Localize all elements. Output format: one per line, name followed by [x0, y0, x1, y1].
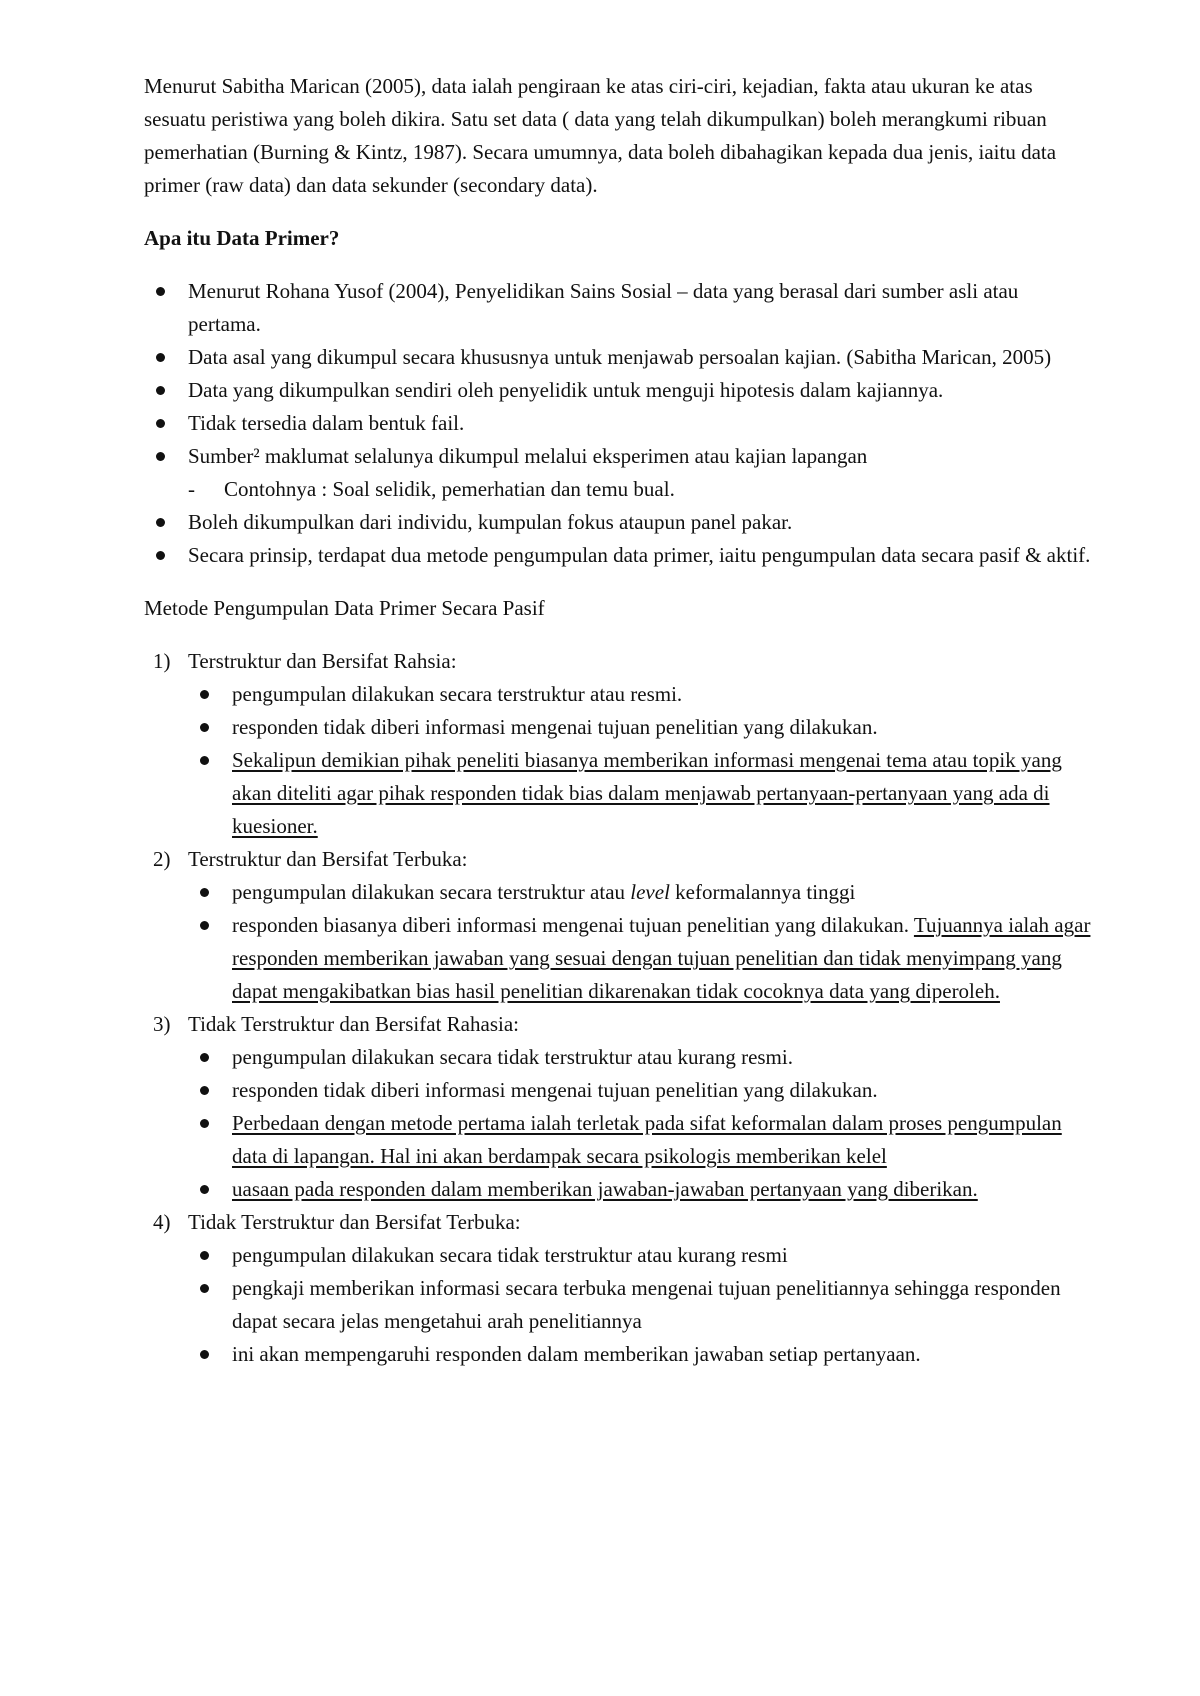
- list-item: Tidak tersedia dalam bentuk fail.: [144, 407, 1094, 440]
- list-item: Sumber² maklumat selalunya dikumpul melalui eksperimen atau kajian lapangan: [144, 440, 1094, 473]
- list-item: pengumpulan dilakukan secara tidak terstruktur atau kurang resmi.: [188, 1041, 1094, 1074]
- list-item: Secara prinsip, terdapat dua metode pengumpulan data primer, iaitu pengumpulan data secara pasif & aktif.: [144, 539, 1094, 572]
- method-number: 1): [153, 649, 171, 673]
- list-item: responden tidak diberi informasi mengenai tujuan penelitian yang dilakukan.: [188, 1074, 1094, 1107]
- list-item: Data asal yang dikumpul secara khususnya untuk menjawab persoalan kajian. (Sabitha Marican, 2005): [144, 341, 1094, 374]
- method-number: 2): [153, 847, 171, 871]
- list-item: pengumpulan dilakukan secara terstruktur atau resmi.: [188, 678, 1094, 711]
- document-page: [144, 70, 1094, 1371]
- primary-data-list: [144, 275, 1094, 473]
- method-points: [188, 678, 1094, 843]
- list-item: Sekalipun demikian pihak peneliti biasanya memberikan informasi mengenai tema atau topik yang akan diteliti agar pihak responden tidak bias dalam menjawab pertanyaan-pertanyaan yang ada di kuesioner.: [188, 744, 1094, 843]
- list-item: Perbedaan dengan metode pertama ialah terletak pada sifat keformalan dalam proses pengumpulan data di lapangan. Hal ini akan berdampak secara psikologis memberikan kelel: [188, 1107, 1094, 1173]
- underlined-text: Tujuannya ialah agar responden memberikan jawaban yang sesuai dengan tujuan penelitian dan tidak menyimpang yang dapat mengakibatkan bias hasil penelitian dikarenakan tidak cocoknya data yang diperoleh.: [232, 913, 1091, 1003]
- sub-example: [144, 473, 1094, 506]
- item-text: responden biasanya diberi informasi mengenai tujuan penelitian yang dilakukan.: [232, 913, 910, 937]
- method-points: [188, 876, 1094, 1008]
- item-text: pengumpulan dilakukan secara terstruktur atau: [232, 880, 626, 904]
- method-title: Terstruktur dan Bersifat Rahsia:: [188, 649, 457, 673]
- method-points: [188, 1041, 1094, 1206]
- list-item: ini akan mempengaruhi responden dalam memberikan jawaban setiap pertanyaan.: [188, 1338, 1094, 1371]
- sub-example-text: Contohnya : Soal selidik, pemerhatian dan temu bual.: [224, 477, 675, 501]
- method-number: 4): [153, 1210, 171, 1234]
- method-item: [144, 1206, 1094, 1371]
- dash-marker: -: [188, 477, 195, 501]
- list-item: [188, 909, 1094, 1008]
- list-item: responden tidak diberi informasi mengenai tujuan penelitian yang dilakukan.: [188, 711, 1094, 744]
- methods-list: [144, 645, 1094, 1371]
- method-item: [144, 1008, 1094, 1206]
- method-points: [188, 1239, 1094, 1371]
- methods-subtitle: Metode Pengumpulan Data Primer Secara Pasif: [144, 596, 545, 620]
- list-item: Data yang dikumpulkan sendiri oleh penyelidik untuk menguji hipotesis dalam kajiannya.: [144, 374, 1094, 407]
- list-item: pengumpulan dilakukan secara tidak terstruktur atau kurang resmi: [188, 1239, 1094, 1272]
- item-text: keformalannya tinggi: [675, 880, 856, 904]
- primary-data-list-cont: [144, 506, 1094, 572]
- method-item: [144, 843, 1094, 1008]
- list-item: pengkaji memberikan informasi secara terbuka mengenai tujuan penelitiannya sehingga responden dapat secara jelas mengetahui arah penelitiannya: [188, 1272, 1094, 1338]
- list-item: Boleh dikumpulkan dari individu, kumpulan fokus ataupun panel pakar.: [144, 506, 1094, 539]
- intro-paragraph: Menurut Sabitha Marican (2005), data ialah pengiraan ke atas ciri-ciri, kejadian, fakta atau ukuran ke atas sesuatu peristiwa yang boleh dikira. Satu set data ( data yang telah dikumpulkan) boleh merangkumi ribuan pemerhatian (Burning & Kintz, 1987). Secara umumnya, data boleh dibahagikan kepada dua jenis, iaitu data primer (raw data) dan data sekunder (secondary data).: [144, 74, 1057, 197]
- list-item: uasaan pada responden dalam memberikan jawaban-jawaban pertanyaan yang diberikan.: [188, 1173, 1094, 1206]
- method-title: Tidak Terstruktur dan Bersifat Terbuka:: [188, 1210, 521, 1234]
- method-number: 3): [153, 1012, 171, 1036]
- list-item: Menurut Rohana Yusof (2004), Penyelidikan Sains Sosial – data yang berasal dari sumber asli atau pertama.: [144, 275, 1094, 341]
- list-item: [188, 876, 1094, 909]
- method-item: [144, 645, 1094, 843]
- method-title: Tidak Terstruktur dan Bersifat Rahasia:: [188, 1012, 519, 1036]
- section-heading: Apa itu Data Primer?: [144, 226, 340, 250]
- method-title: Terstruktur dan Bersifat Terbuka:: [188, 847, 468, 871]
- italic-term: level: [630, 880, 670, 904]
